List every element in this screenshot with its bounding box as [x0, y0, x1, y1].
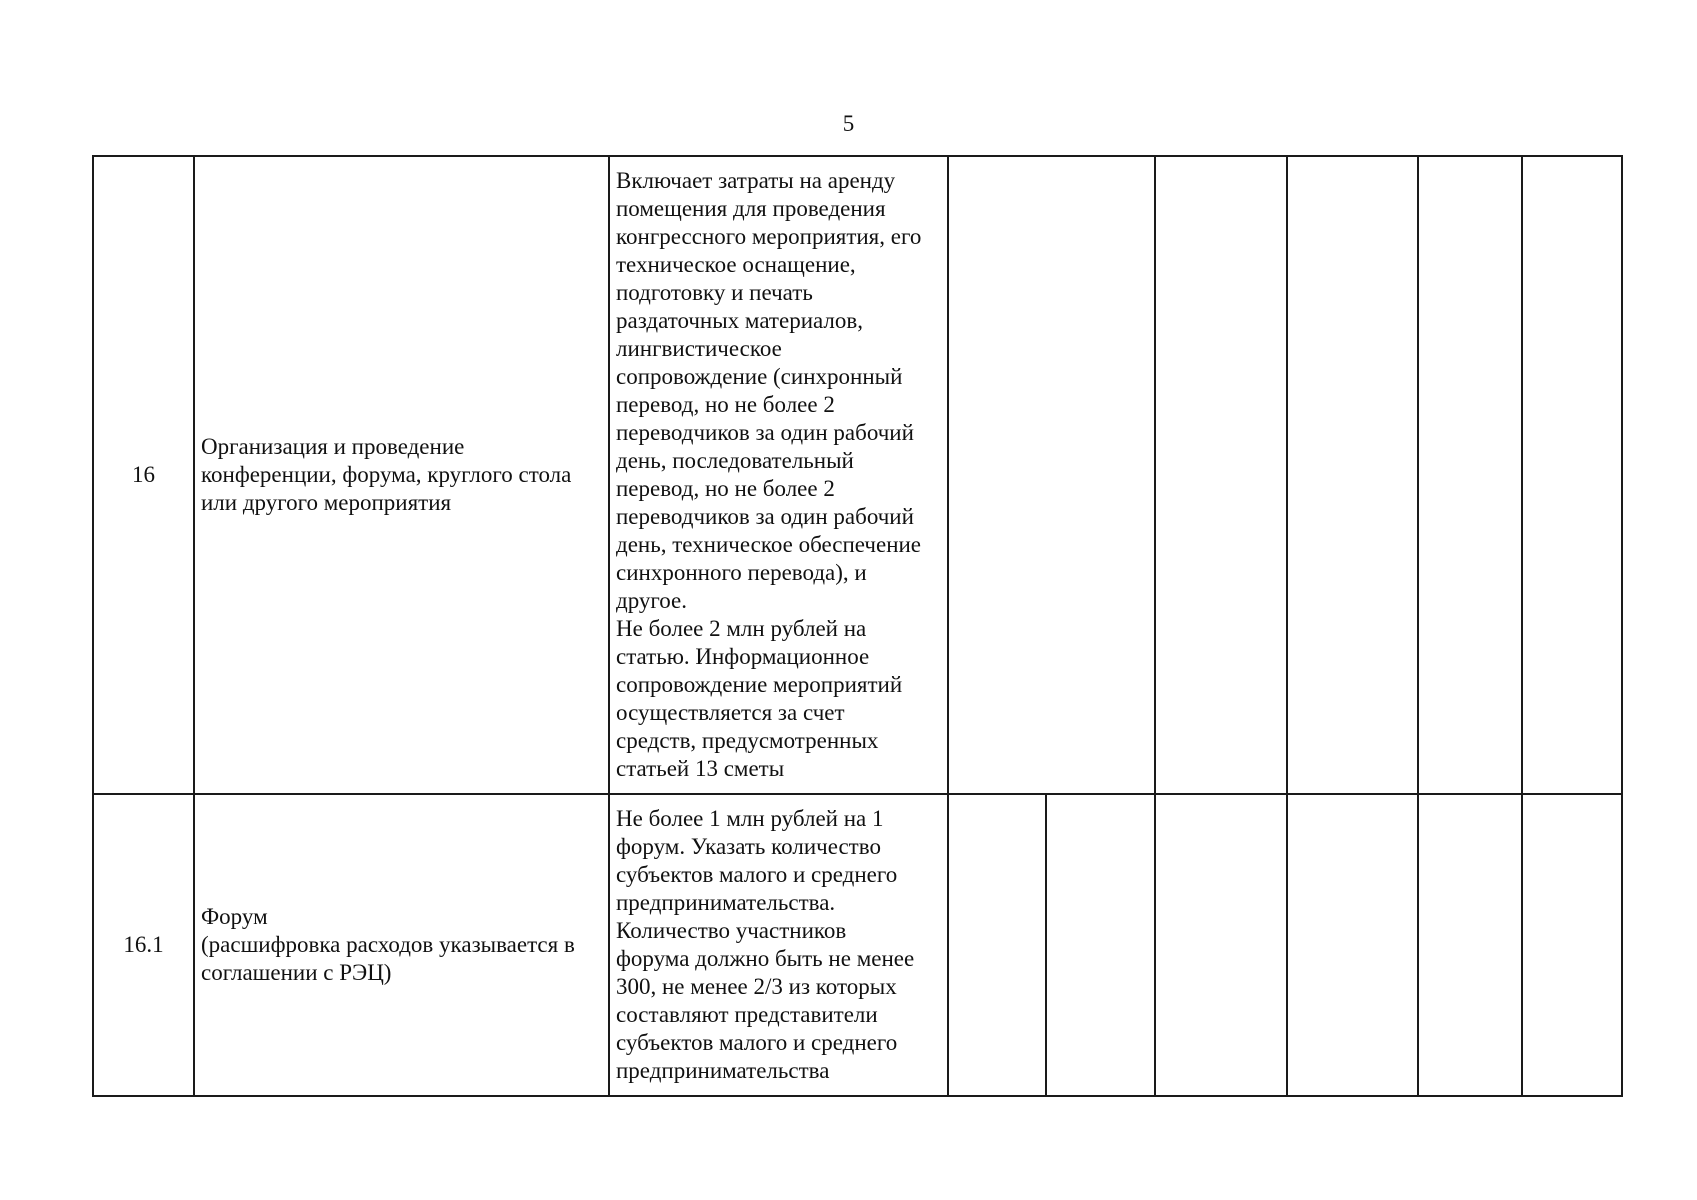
description-line: Не более 1 млн рублей на 1 — [616, 806, 884, 831]
item-name-line: Форум — [201, 904, 268, 929]
description-line: 300, не менее 2/3 из которых — [616, 974, 897, 999]
description-line: средств, предусмотренных — [616, 728, 879, 753]
table-row — [93, 794, 1622, 1096]
description-line: перевод, но не более 2 — [616, 392, 835, 417]
empty-cell — [1522, 794, 1622, 1096]
table-row — [93, 156, 1622, 794]
description-line: синхронного перевода), и — [616, 560, 867, 585]
empty-cell — [1287, 156, 1418, 794]
description-line: техническое оснащение, — [616, 252, 856, 277]
item-description-cell — [609, 794, 948, 1096]
page-number: 5 — [842, 111, 855, 136]
empty-cell — [1155, 156, 1287, 794]
item-name-cell — [194, 794, 609, 1096]
description-line: составляют представители — [616, 1002, 878, 1027]
description-line: предпринимательства — [616, 1058, 830, 1083]
empty-cell — [948, 794, 1046, 1096]
description-line: переводчиков за один рабочий — [616, 504, 914, 529]
description-line: день, техническое обеспечение — [616, 532, 922, 557]
description-line: форума должно быть не менее — [616, 946, 915, 971]
empty-cell — [1418, 794, 1522, 1096]
description-line: статью. Информационное — [616, 644, 870, 669]
item-name-line: конференции, форума, круглого стола — [201, 462, 572, 487]
empty-cell — [948, 156, 1155, 794]
description-line: Не более 2 млн рублей на — [616, 616, 867, 641]
item-name-line: соглашении с РЭЦ) — [201, 960, 392, 985]
description-line: перевод, но не более 2 — [616, 476, 835, 501]
item-name-line: или другого мероприятия — [201, 490, 452, 515]
row-number-cell: 16 — [93, 156, 194, 794]
item-description-cell — [609, 156, 948, 794]
description-line: день, последовательный — [616, 448, 854, 473]
description-line: сопровождение мероприятий — [616, 672, 903, 697]
description-line: предпринимательства. — [616, 890, 836, 915]
description-line: осуществляется за счет — [616, 700, 845, 725]
description-line: подготовку и печать — [616, 280, 813, 305]
item-name-cell — [194, 156, 609, 794]
budget-table — [92, 155, 1623, 1097]
description-line: Включает затраты на аренду — [616, 168, 896, 193]
description-line: помещения для проведения — [616, 196, 886, 221]
empty-cell — [1046, 794, 1155, 1096]
description-line: форум. Указать количество — [616, 834, 881, 859]
empty-cell — [1418, 156, 1522, 794]
description-line: конгрессного мероприятия, его — [616, 224, 922, 249]
description-line: Количество участников — [616, 918, 847, 943]
description-line: лингвистическое — [616, 336, 782, 361]
description-line: раздаточных материалов, — [616, 308, 864, 333]
empty-cell — [1155, 794, 1287, 1096]
description-line: субъектов малого и среднего — [616, 862, 898, 887]
row-number-cell: 16.1 — [93, 794, 194, 1096]
item-name-line: (расшифровка расходов указывается в — [201, 932, 575, 957]
item-name-line: Организация и проведение — [201, 434, 465, 459]
description-line: переводчиков за один рабочий — [616, 420, 914, 445]
description-line: статьей 13 сметы — [616, 756, 785, 781]
empty-cell — [1522, 156, 1622, 794]
description-line: сопровождение (синхронный — [616, 364, 903, 389]
description-line: субъектов малого и среднего — [616, 1030, 898, 1055]
description-line: другое. — [616, 588, 687, 613]
empty-cell — [1287, 794, 1418, 1096]
